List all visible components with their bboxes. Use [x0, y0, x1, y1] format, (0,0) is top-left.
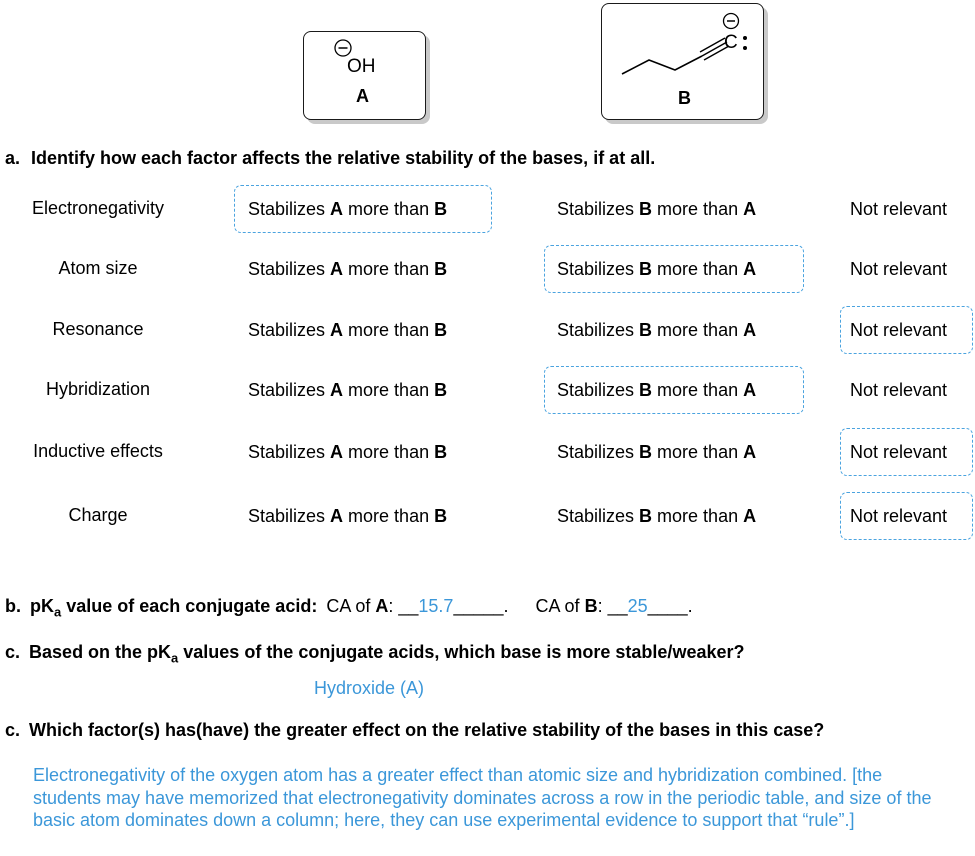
- option-not-relevant[interactable]: Not relevant: [850, 506, 948, 526]
- selected-answer-box: [544, 366, 804, 414]
- option-text-part: A: [743, 199, 757, 219]
- option-not-relevant[interactable]: Not relevant: [850, 442, 948, 462]
- option-text-part: Stabilizes: [557, 259, 640, 279]
- ca-a-blank-pre: : __: [388, 596, 419, 616]
- factor-label: Hybridization: [45, 379, 151, 399]
- factor-label: Inductive effects: [33, 441, 163, 461]
- option-text-part: A: [330, 506, 344, 526]
- question-a-text: Identify how each factor affects the relative stability of the bases, if at all.: [31, 148, 656, 168]
- option-text-part: Stabilizes: [248, 380, 331, 400]
- option-text-part: more than: [343, 320, 435, 340]
- option-text-part: more than: [652, 259, 744, 279]
- option-stabilizes-b[interactable]: [557, 199, 756, 220]
- molecule-b-box: [601, 3, 764, 120]
- option-text-part: Stabilizes: [557, 506, 640, 526]
- molecule-b-label: B: [678, 88, 691, 108]
- selected-answer-box: [234, 185, 492, 233]
- factor-label: Resonance: [52, 319, 144, 339]
- factor-label: Electronegativity: [31, 198, 165, 218]
- ca-b-value[interactable]: 25: [627, 596, 648, 616]
- question-c1-text-pre: Based on the pK: [29, 642, 172, 662]
- butynyl-anion-structure: [602, 4, 763, 84]
- option-stabilizes-b[interactable]: [557, 320, 756, 341]
- option-text-part: A: [330, 259, 344, 279]
- option-stabilizes-a[interactable]: [248, 320, 447, 341]
- option-stabilizes-a[interactable]: [248, 380, 447, 401]
- factor-label: Charge: [68, 505, 128, 525]
- option-text-part: A: [743, 442, 757, 462]
- option-not-relevant[interactable]: Not relevant: [850, 259, 948, 279]
- option-text-part: A: [330, 442, 344, 462]
- selected-answer-box: [544, 245, 804, 293]
- ca-b-label: CA of: [535, 596, 585, 616]
- option-text-part: B: [639, 506, 653, 526]
- question-c2-text: Which factor(s) has(have) the greater effect on the relative stability of the bases in this case?: [29, 720, 825, 740]
- option-text-part: B: [639, 320, 653, 340]
- option-text-part: Stabilizes: [557, 442, 640, 462]
- question-c1-text-post: values of the conjugate acids, which base is more stable/weaker?: [178, 642, 745, 662]
- selected-answer-box: [840, 306, 973, 354]
- option-not-relevant[interactable]: Not relevant: [850, 380, 948, 400]
- option-text-part: A: [330, 380, 344, 400]
- question-c2-answer[interactable]: Electronegativity of the oxygen atom has a greater effect than atomic size and hybridization combined. [the students may have memorized that electronegativity dominates across a row in the periodic table, and size of the basic atom dominates down a column; here, they can use experimental evidence to support that “rule”.]: [33, 765, 932, 830]
- question-b-text-post: value of each conjugate acid:: [61, 596, 318, 616]
- molecule-a-label: A: [356, 86, 369, 106]
- question-b-number: b.: [5, 596, 21, 616]
- option-text-part: Stabilizes: [248, 506, 331, 526]
- question-c1-number: c.: [5, 642, 21, 662]
- hydroxide-formula: OH: [347, 56, 376, 77]
- option-text-part: B: [639, 380, 653, 400]
- option-text-part: Stabilizes: [557, 380, 640, 400]
- option-text-part: B: [434, 320, 448, 340]
- option-stabilizes-a[interactable]: [248, 442, 447, 463]
- option-text-part: B: [434, 506, 448, 526]
- option-stabilizes-a[interactable]: [248, 259, 447, 280]
- question-c1-answer[interactable]: Hydroxide (A): [314, 678, 425, 698]
- question-b: [5, 596, 693, 620]
- option-text-part: more than: [343, 380, 435, 400]
- option-text-part: more than: [652, 199, 744, 219]
- negative-charge-icon: [333, 38, 353, 58]
- option-text-part: A: [330, 199, 344, 219]
- option-text-part: Stabilizes: [248, 442, 331, 462]
- option-text-part: B: [434, 442, 448, 462]
- option-text-part: B: [434, 380, 448, 400]
- ca-b-blank-pre: : __: [597, 596, 628, 616]
- option-text-part: Stabilizes: [248, 199, 331, 219]
- ca-a-blank-post: _____.: [453, 596, 509, 616]
- option-text-part: A: [743, 320, 757, 340]
- question-c2-number: c.: [5, 720, 21, 740]
- option-text-part: Stabilizes: [557, 199, 640, 219]
- option-text-part: Stabilizes: [248, 259, 331, 279]
- question-a-heading: [5, 148, 655, 169]
- ca-b-blank-post: ____.: [647, 596, 693, 616]
- option-stabilizes-b[interactable]: [557, 442, 756, 463]
- carbanion-atom: C: [724, 32, 738, 53]
- factor-label: Atom size: [58, 258, 138, 278]
- option-text-part: more than: [343, 259, 435, 279]
- ca-b-bold: B: [584, 596, 598, 616]
- option-text-part: B: [434, 259, 448, 279]
- option-text-part: A: [330, 320, 344, 340]
- option-text-part: more than: [652, 442, 744, 462]
- molecule-a-box: [303, 31, 426, 120]
- option-text-part: more than: [652, 380, 744, 400]
- option-stabilizes-a[interactable]: [248, 506, 447, 527]
- option-text-part: B: [434, 199, 448, 219]
- option-stabilizes-b[interactable]: [557, 506, 756, 527]
- option-not-relevant[interactable]: Not relevant: [850, 199, 948, 219]
- ca-a-bold: A: [375, 596, 389, 616]
- option-text-part: A: [743, 380, 757, 400]
- option-text-part: more than: [343, 199, 435, 219]
- selected-answer-box: [840, 428, 973, 476]
- option-text-part: B: [639, 442, 653, 462]
- question-a-number: a.: [5, 148, 21, 168]
- question-c1-sub: a: [171, 650, 179, 666]
- option-text-part: B: [639, 199, 653, 219]
- question-c2: [5, 720, 824, 741]
- selected-answer-box: [840, 492, 973, 540]
- option-text-part: Stabilizes: [248, 320, 331, 340]
- option-text-part: A: [743, 506, 757, 526]
- question-b-sub: a: [54, 604, 62, 620]
- question-b-text-pre: pK: [30, 596, 55, 616]
- ca-a-value[interactable]: 15.7: [418, 596, 454, 616]
- option-text-part: B: [639, 259, 653, 279]
- option-text-part: Stabilizes: [557, 320, 640, 340]
- option-text-part: more than: [343, 442, 435, 462]
- question-c1: [5, 642, 744, 666]
- option-text-part: more than: [652, 320, 744, 340]
- option-text-part: A: [743, 259, 757, 279]
- option-text-part: more than: [652, 506, 744, 526]
- ca-a-label: CA of: [326, 596, 376, 616]
- option-not-relevant[interactable]: Not relevant: [850, 320, 948, 340]
- option-text-part: more than: [343, 506, 435, 526]
